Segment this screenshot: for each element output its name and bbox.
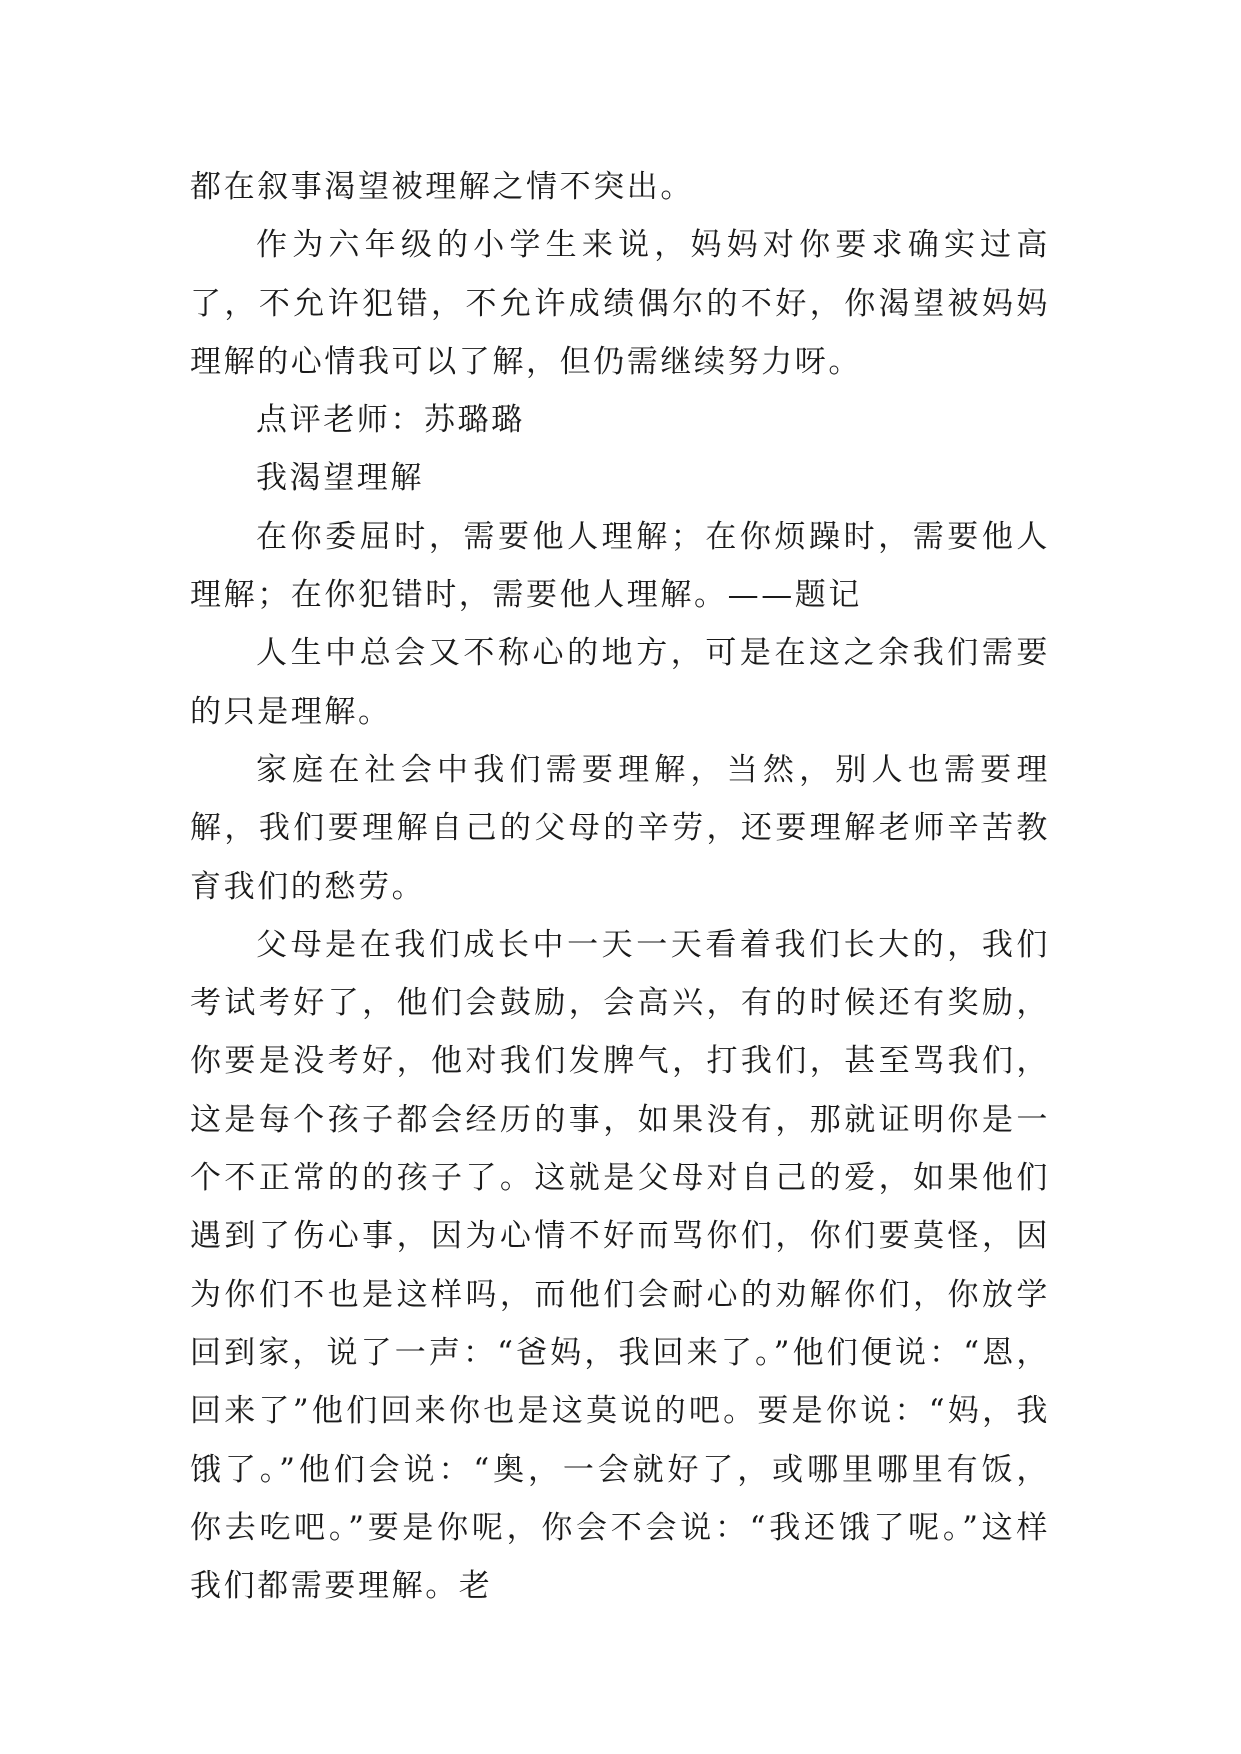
reviewer-line: 点评老师：苏璐璐 bbox=[256, 402, 525, 439]
paragraph: 在你委屈时，需要他人理解；在你烦躁时，需要他人理解；在你犯错时，需要他人理解。——题记 bbox=[190, 518, 1050, 614]
paragraph: 都在叙事渴望被理解之情不突出。 bbox=[190, 169, 694, 205]
paragraph: 父母是在我们成长中一天一天看着我们长大的，我们考试考好了，他们会鼓励，会高兴，有的时候还有奖励，你要是没考好，他对我们发脾气，打我们，甚至骂我们，这是每个孩子都会经历的事，如果没有，那就证明你是一个不正常的的孩子了。这就是父母对自己的爱，如果他们遇到了伤心事，因为心情不好而骂你们，你们要莫怪，因为你们不也是这样吗，而他们会耐心的劝解你们，你放学回到家，说了一声：“爸妈，我回来了。”他们便说：“恩，回来了”他们回来你也是这莫说的吧。要是你说：“妈，我饿了。”他们会说：“奥，一会就好了，或哪里哪里有饭，你去吃吧。”要是你呢，你会不会说：“我还饿了呢。”这样我们都需要理解。老 bbox=[190, 926, 1050, 1605]
document-body bbox=[190, 158, 1050, 1615]
paragraph: 作为六年级的小学生来说，妈妈对你要求确实过高了，不允许犯错，不允许成绩偶尔的不好，你渴望被妈妈理解的心情我可以了解，但仍需继续努力呀。 bbox=[190, 227, 1050, 380]
essay-title: 我渴望理解 bbox=[256, 460, 424, 497]
paragraph: 人生中总会又不称心的地方，可是在这之余我们需要的只是理解。 bbox=[190, 635, 1050, 730]
paragraph: 家庭在社会中我们需要理解，当然，别人也需要理解，我们要理解自己的父母的辛劳，还要理解老师辛苦教育我们的愁劳。 bbox=[190, 751, 1050, 905]
